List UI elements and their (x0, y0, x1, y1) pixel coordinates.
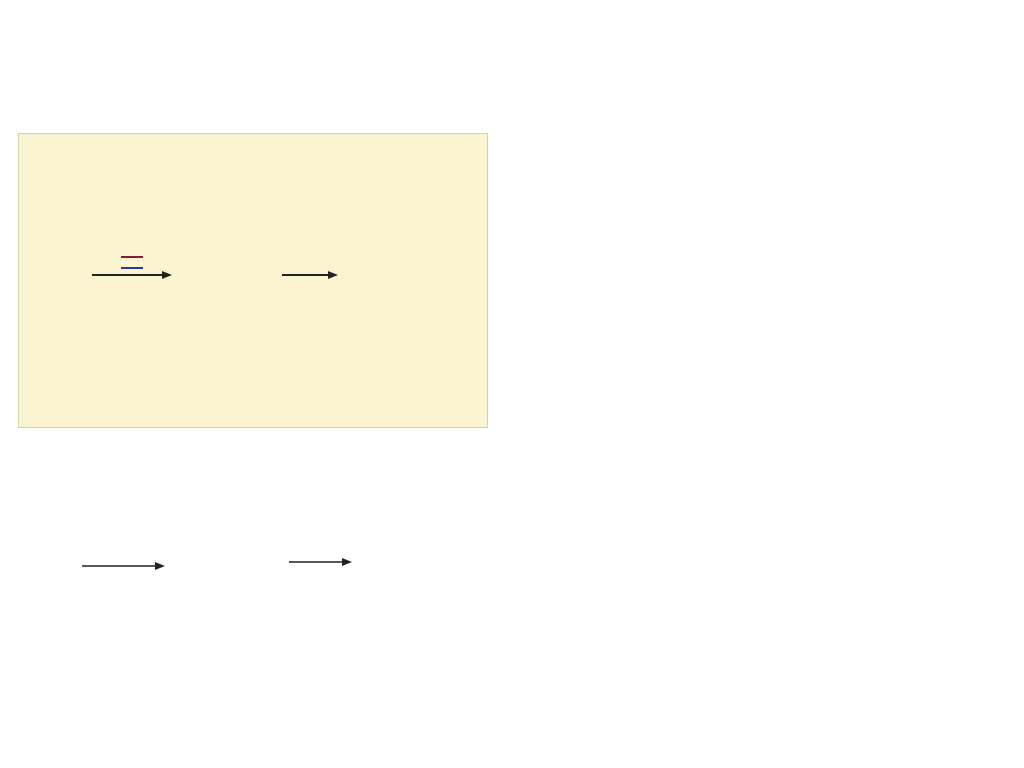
right-arrow-icon (92, 271, 172, 279)
primer-legend (121, 257, 143, 268)
right-arrow-icon (289, 558, 352, 566)
right-arrow-icon (82, 562, 165, 570)
right-arrow-icon (282, 271, 338, 279)
